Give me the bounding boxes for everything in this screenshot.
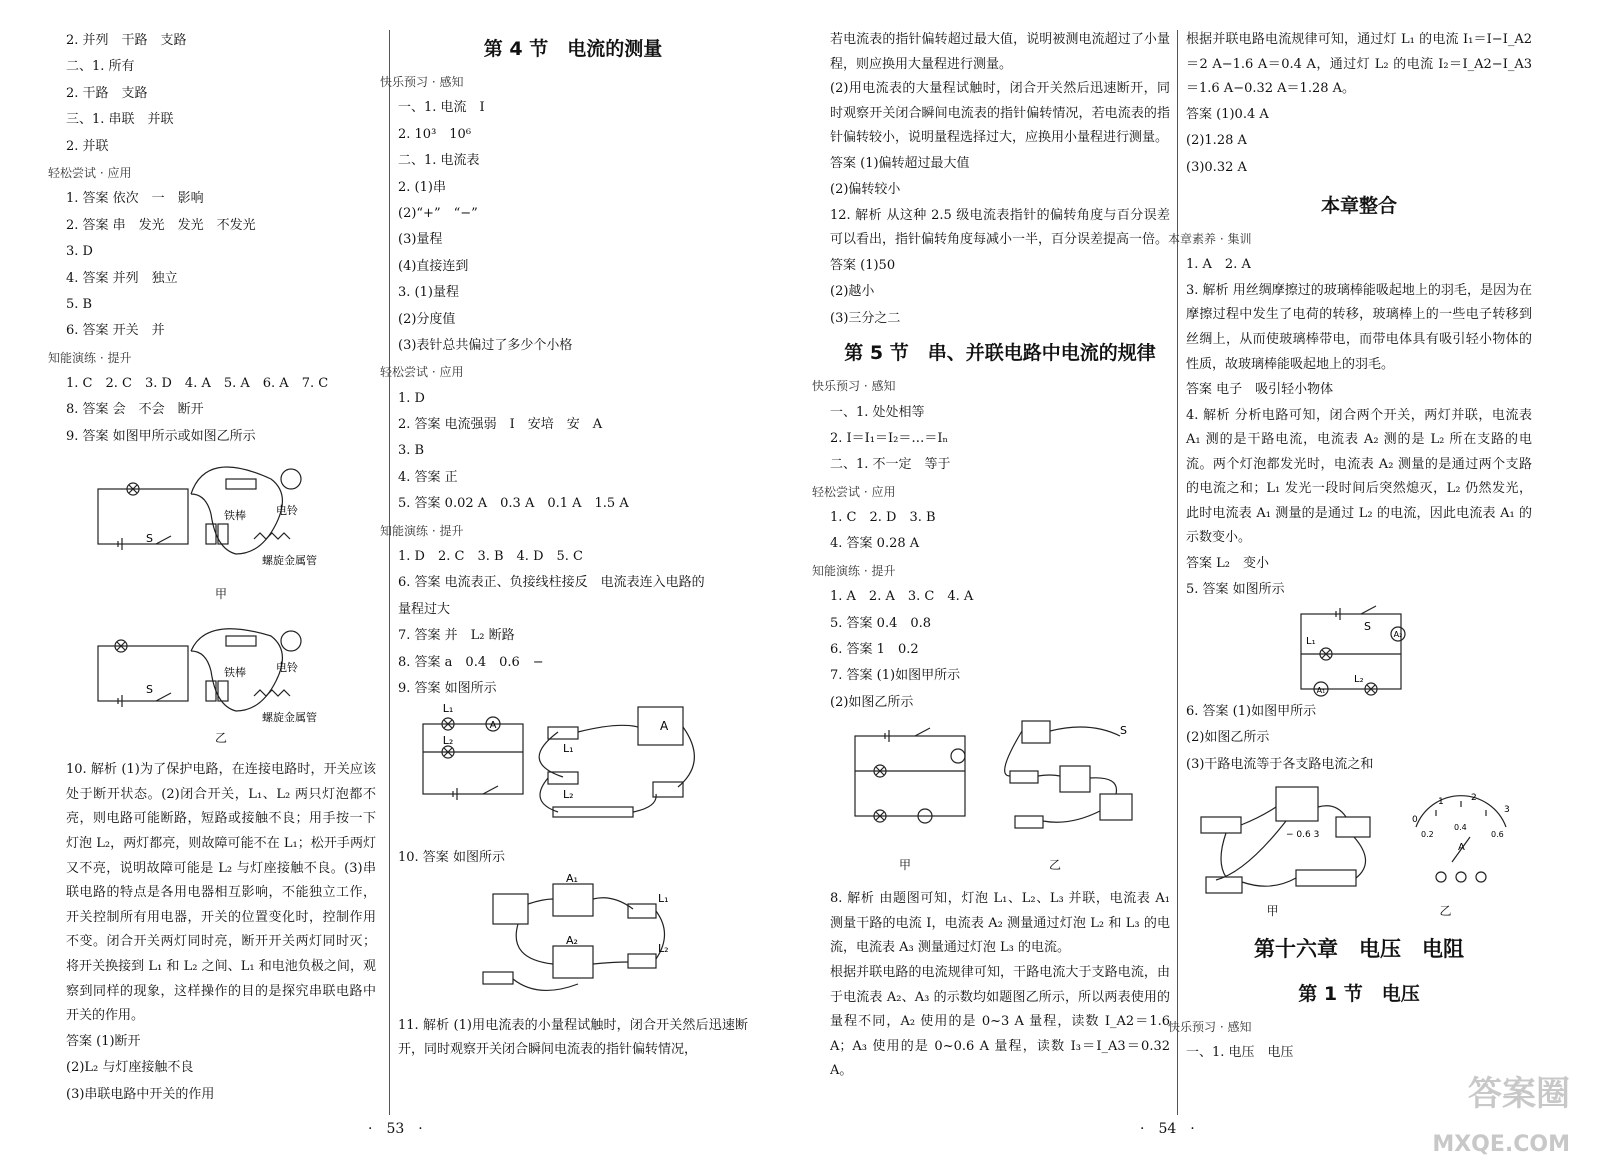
text-line: 1. A 2. A — [1186, 257, 1251, 273]
caption-yi: 乙 — [1439, 904, 1452, 919]
text-line: (2)越小 — [830, 284, 875, 300]
text-line: (3)串联电路中开关的作用 — [66, 1086, 215, 1102]
chapter-title: 第十六章 电压 电阻 — [1254, 937, 1464, 962]
explanation-8-end: 根据并联电路电流规律可知，通过灯 L₁ 的电流 I₁＝I−I_A2＝2 A−1.6 A＝0.4 A，通过灯 L₂ 的电流 I₂＝I_A2−I_A3＝1.6 A−0.32 A＝1.28 A。 — [1186, 32, 1532, 97]
subheading: 知能演练 · 提升 — [812, 563, 896, 578]
fig-label-l1: L₁ — [442, 702, 454, 716]
meter-tick: 1 — [1438, 797, 1444, 808]
text-line: (2)分度值 — [398, 311, 456, 327]
section-title: 第 1 节 电压 — [1298, 983, 1420, 1006]
text-line: 4. 答案 并列 独立 — [66, 270, 178, 286]
text-line: 答案 (1)50 — [830, 257, 896, 273]
figure-jia — [66, 454, 366, 579]
text-line: (2)“+” “−” — [398, 205, 478, 221]
fig-label-l1: L₁ — [1306, 635, 1316, 647]
text-line: 7. 答案 (1)如图甲所示 — [830, 668, 961, 684]
section-title: 第 4 节 电流的测量 — [483, 38, 663, 60]
text-line: 7. 答案 并 L₂ 断路 — [398, 628, 515, 644]
fig-label-bell: 电铃 — [276, 504, 298, 518]
meter-tick: 0 — [1412, 815, 1418, 826]
text-line: 二、1. 不一定 等于 — [830, 457, 951, 473]
text-line: 2. 干路 支路 — [66, 85, 148, 101]
text-line: 2. 并联 — [66, 138, 109, 154]
fig-label-a: A — [660, 719, 669, 734]
meter-terminals: − 0.6 3 — [1286, 830, 1320, 841]
text-line: 2. 并列 干路 支路 — [66, 33, 187, 48]
fig-label-a1: A₁ — [1316, 685, 1326, 695]
switch-label: S — [146, 683, 153, 697]
column-2 — [380, 28, 748, 1063]
page-number-left: · 53 · — [368, 1121, 423, 1137]
explanation-10: 10. 解析 (1)为了保护电路，在连接电路时，开关应该处于断开状态。(2)闭合开关，L₁、L₂ 两只灯泡都不亮，则电路可能断路，短路或接触不良；用手按一下灯泡 L₂，两灯都亮，则故障可能不在 L₁；松开手两灯又不亮，说明故障可能是 L₂ 与灯座接触不良。(3)串联电路的特点是各用电器相互影响，不能独立工作，开关控制所有用电器，开关的位置变化时，控制作用不变。闭合开关两灯同时亮，断开开关两灯同时灭；将开关换接到 L₁ 和 L₂ 之间、L₁ 和电池负极之间，观察到同样的现象，这样操作的目的是探究串联电路中开关的作用。 — [66, 762, 376, 1024]
text-line: 8. 答案 会 不会 断开 — [66, 402, 204, 418]
text-line: 3. B — [398, 443, 425, 459]
column-3 — [812, 28, 1170, 1084]
text-line: 5. 答案 0.4 0.8 — [830, 615, 932, 631]
text-line: 答案 (1)0.4 A — [1186, 106, 1269, 122]
page-divider-right — [1177, 30, 1178, 1115]
text-line: 2. 10³ 10⁶ — [398, 126, 472, 142]
switch-label: S — [1364, 619, 1371, 633]
text-line: (3)0.32 A — [1186, 159, 1247, 175]
fig-label-l2: L₂ — [563, 788, 574, 802]
text-line: 5. 答案 如图所示 — [1186, 582, 1285, 598]
subheading: 轻松尝试 · 应用 — [380, 365, 464, 380]
text-line: 答案 L₂ 变小 — [1186, 556, 1269, 572]
figure-6 — [1186, 782, 1532, 902]
text-line: (3)表针总共偏过了多少个小格 — [398, 337, 573, 353]
caption-jia: 甲 — [898, 858, 911, 873]
caption-yi: 乙 — [1048, 858, 1061, 873]
text-line: 6. 答案 1 0.2 — [830, 642, 919, 658]
fig-label-l2: L₂ — [658, 941, 669, 955]
subheading: 知能演练 · 提升 — [48, 350, 132, 365]
section-title: 第 5 节 串、并联电路中电流的规律 — [844, 342, 1156, 365]
subheading: 知能演练 · 提升 — [380, 523, 464, 538]
fig-label-rod: 铁棒 — [224, 666, 246, 680]
subheading: 快乐预习 · 感知 — [1168, 1020, 1252, 1035]
explanation-11: 11. 解析 (1)用电流表的小量程试触时，闭合开关然后迅速断开，同时观察开关闭合瞬间电流表的指针偏转情况， — [398, 1017, 748, 1058]
meter-tick: 0.4 — [1454, 823, 1467, 833]
section-title: 本章整合 — [1320, 194, 1397, 217]
figure-7 — [830, 716, 1170, 856]
explanation-8-cont: 根据并联电路的电流规律可知，干路电流大于支路电流，由于电流表 A₂、A₃ 的示数均如题图乙所示，所以两表使用的量程不同，A₂ 使用的是 0~3 A 量程，读数 I_A2＝1.6 A；A₃ 使用的是 0~0.6 A 量程，读数 I₃＝I_A3＝0.32 A。 — [830, 964, 1170, 1079]
meter-unit: A — [1458, 842, 1465, 854]
caption-row — [830, 856, 1130, 873]
text-line: 量程过大 — [398, 601, 451, 617]
text-line: 9. 答案 如图所示 — [398, 680, 497, 696]
text-line: (3)三分之二 — [830, 310, 901, 326]
text-line: 1. A 2. A 3. C 4. A — [830, 589, 974, 605]
text-line: (2)L₂ 与灯座接触不良 — [66, 1060, 194, 1076]
subheading: 快乐预习 · 感知 — [380, 75, 464, 89]
page-divider-left — [389, 30, 390, 1115]
text-line: (3)量程 — [398, 232, 443, 248]
text-line: 答案 (1)偏转超过最大值 — [830, 155, 970, 171]
text-line: (2)如图乙所示 — [1186, 730, 1270, 746]
figure-5 — [1186, 604, 1532, 699]
fig-label-tube: 螺旋金属管 — [262, 554, 317, 568]
figure-9 — [398, 702, 748, 827]
text-line: 2. 答案 串 发光 发光 不发光 — [66, 217, 256, 233]
text-line: (2)如图乙所示 — [830, 694, 914, 710]
figure-10 — [398, 874, 748, 1004]
meter-tick: 0.6 — [1491, 830, 1504, 840]
fig-label-l1: L₁ — [563, 742, 574, 756]
fig-label-l2: L₂ — [442, 734, 454, 748]
watermark-text: MXQE.COM — [1432, 1132, 1570, 1157]
text-line: 2. 答案 电流强弱 I 安培 安 A — [398, 417, 603, 433]
figure-yi — [66, 621, 366, 726]
watermark-logo: 答案圈 — [1468, 1074, 1570, 1114]
caption-jia: 甲 — [1266, 904, 1279, 919]
explanation-3: 3. 解析 用丝绸摩擦过的玻璃棒能吸起地上的羽毛，是因为在摩擦过程中发生了电荷的转移，玻璃棒上的一些电子转移到丝绸上，从而使玻璃棒带电，而带电体具有吸引轻小物体的性质，故玻璃棒能吸起地上的羽毛。 — [1186, 282, 1532, 372]
text-line: 3. (1)量程 — [398, 285, 459, 301]
text-line: 6. 答案 开关 并 — [66, 323, 165, 339]
text-line: 1. C 2. D 3. B — [830, 510, 936, 526]
text-line: 4. 答案 正 — [398, 469, 458, 485]
caption-row — [1186, 902, 1532, 919]
text-line: 6. 答案 电流表正、负接线柱接反 电流表连入电路的 — [398, 575, 705, 591]
fig-label-a1: A₁ — [566, 873, 578, 885]
text-line: 2. I＝I₁＝I₂＝…＝Iₙ — [830, 430, 949, 446]
text-line: 答案 电子 吸引轻小物体 — [1186, 382, 1334, 398]
fig-label-a2: A₂ — [566, 933, 578, 947]
explanation-11-part2: (2)用电流表的大量程试触时，闭合开关然后迅速断开，同时观察开关闭合瞬间电流表的指针偏转情况，若电流表的指针偏转较小，说明量程选择过大，应换用小量程进行测量。 — [830, 81, 1170, 146]
text-line: 1. D 2. C 3. B 4. D 5. C — [398, 549, 583, 565]
meter-tick: 3 — [1504, 805, 1510, 816]
text-line: 二、1. 电流表 — [398, 153, 480, 169]
fig-label-l2: L₂ — [1354, 673, 1364, 685]
column-4 — [1168, 28, 1532, 1067]
text-line: 8. 答案 a 0.4 0.6 − — [398, 654, 544, 670]
answer-10: 10. 答案 如图所示 — [398, 850, 505, 866]
meter-tick: 0.2 — [1421, 830, 1434, 840]
column-1 — [48, 28, 376, 1108]
page-number-right: · 54 · — [1140, 1121, 1195, 1137]
fig-label-rod: 铁棒 — [224, 509, 246, 523]
subheading: 快乐预习 · 感知 — [812, 379, 896, 394]
fig-label-a: A — [489, 720, 497, 732]
text-line: 5. 答案 0.02 A 0.3 A 0.1 A 1.5 A — [398, 496, 629, 512]
text-line: 一、1. 电压 电压 — [1186, 1045, 1294, 1061]
text-line: 2. (1)串 — [398, 179, 446, 195]
text-line: 三、1. 串联 并联 — [66, 112, 174, 128]
text-line: 一、1. 电流 I — [398, 100, 485, 116]
meter-tick: 2 — [1471, 793, 1477, 804]
text-line: 9. 答案 如图甲所示或如图乙所示 — [66, 428, 256, 444]
switch-label: S — [1120, 724, 1127, 738]
fig-label-bell: 电铃 — [276, 661, 298, 675]
text-line: 6. 答案 (1)如图甲所示 — [1186, 703, 1317, 719]
text-line: 1. 答案 依次 一 影响 — [66, 191, 204, 207]
explanation-12: 12. 解析 从这种 2.5 级电流表指针的偏转角度与百分误差可以看出，指针偏转角度每减小一半，百分误差提高一倍。 — [830, 207, 1170, 248]
caption-jia: 甲 — [214, 587, 227, 602]
subheading: 轻松尝试 · 应用 — [812, 484, 896, 499]
fig-label-a2: A₂ — [1393, 629, 1403, 639]
text-line: 1. D — [398, 390, 425, 406]
caption-yi: 乙 — [214, 731, 227, 746]
text-line: 1. C 2. C 3. D 4. A 5. A 6. A 7. C — [66, 376, 329, 392]
text-line: (3)干路电流等于各支路电流之和 — [1186, 756, 1374, 772]
text-line: 4. 答案 0.28 A — [830, 536, 920, 552]
text-line: 答案 (1)断开 — [66, 1033, 141, 1049]
explanation-11-cont: 若电流表的指针偏转超过最大值，说明被测电流超过了小量程，则应换用大量程进行测量。 — [830, 32, 1170, 72]
subheading: 本章素养 · 集训 — [1168, 231, 1252, 246]
subheading: 轻松尝试 · 应用 — [48, 165, 132, 180]
text-line: (4)直接连到 — [398, 258, 469, 274]
switch-label: S — [146, 532, 153, 546]
text-line: 二、1. 所有 — [66, 59, 135, 75]
text-line: (2)1.28 A — [1186, 133, 1247, 149]
explanation-8: 8. 解析 由题图可知，灯泡 L₁、L₂、L₃ 并联，电流表 A₁ 测量干路的电流 I，电流表 A₂ 测量通过灯泡 L₂ 和 L₃ 的电流，电流表 A₃ 测量通过灯泡 L₃ 的电流。 — [830, 891, 1170, 956]
fig-label-l1: L₁ — [658, 891, 669, 905]
text-line: 一、1. 处处相等 — [830, 404, 925, 420]
text-line: 5. B — [66, 296, 93, 312]
text-line: 3. D — [66, 244, 93, 260]
explanation-4: 4. 解析 分析电路可知，闭合两个开关，两灯并联，电流表 A₁ 测的是干路电流，电流表 A₂ 测的是 L₂ 所在支路的电流。两个灯泡都发光时，电流表 A₂ 测量的是通过两个支路的电流之和；L₁ 发光一段时间后突然熄灭，L₂ 仍然发光，此时电流表 A₁ 测量的是通过 L₂ 的电流，因此电流表 A₁ 的示数变小。 — [1186, 407, 1532, 546]
fig-label-tube: 螺旋金属管 — [262, 711, 317, 725]
text-line: (2)偏转较小 — [830, 182, 901, 198]
